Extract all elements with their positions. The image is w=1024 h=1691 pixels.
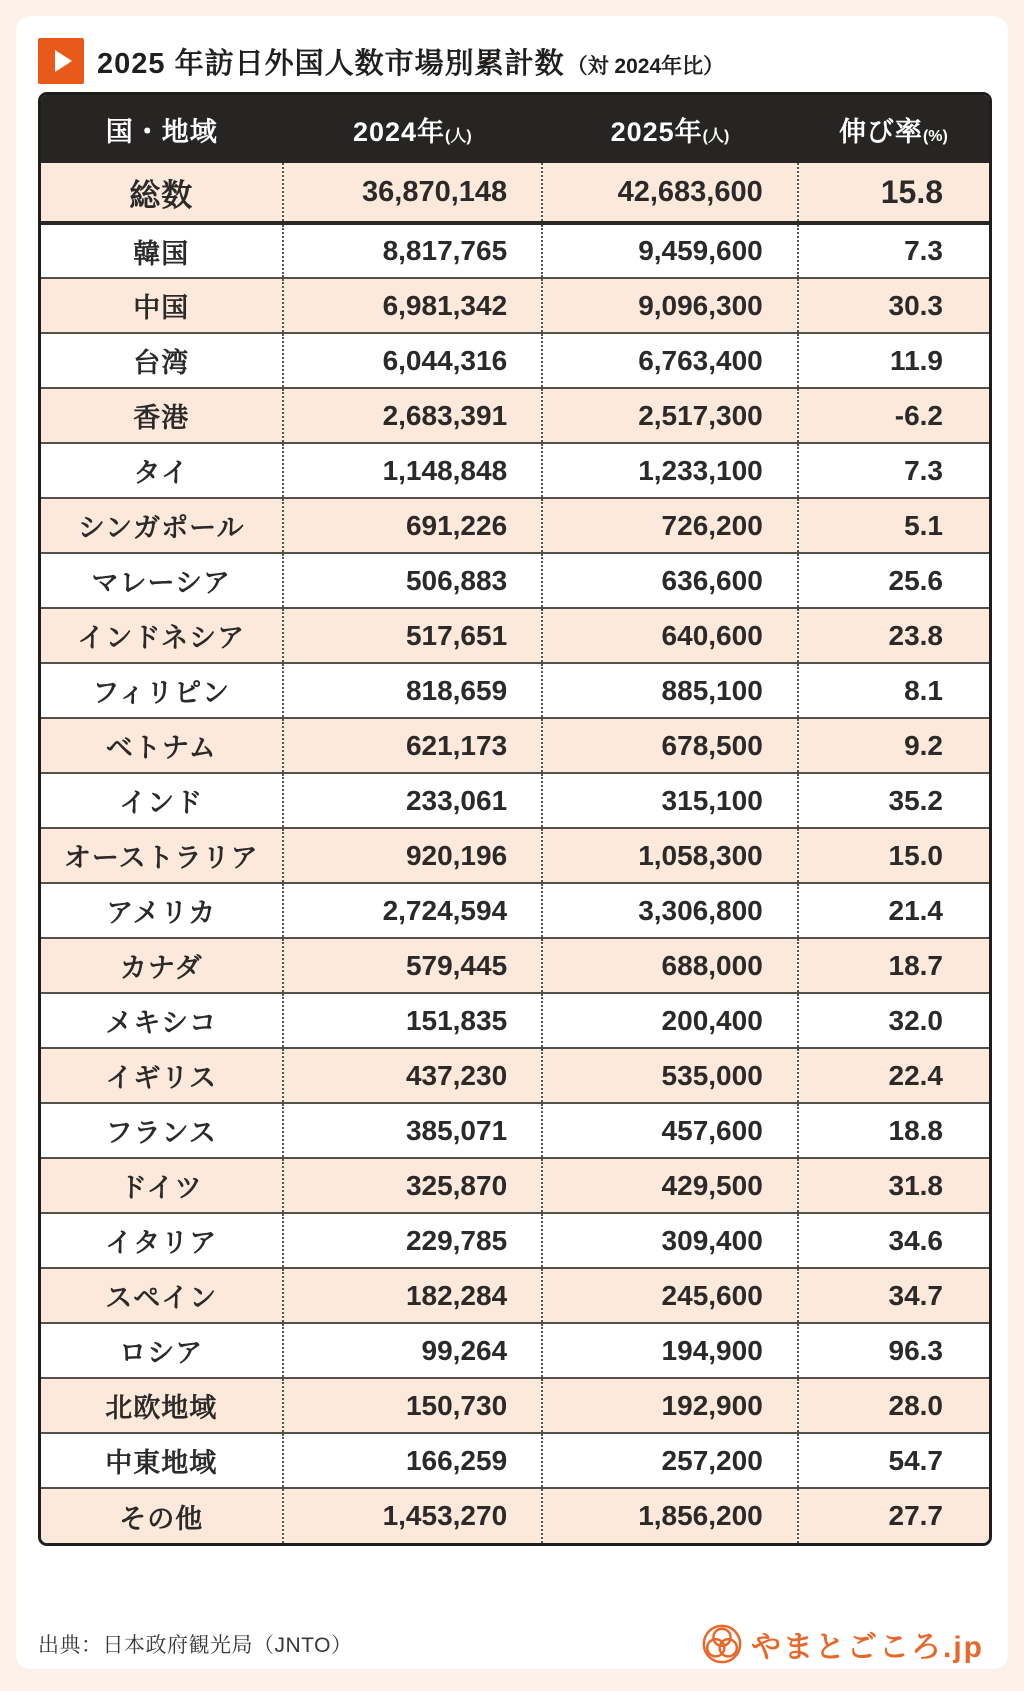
cell-growth: 8.1 — [798, 663, 989, 718]
cell-country: シンガポール — [41, 498, 283, 553]
cell-growth: 31.8 — [798, 1158, 989, 1213]
table-row — [41, 993, 989, 1048]
col-header-2025 — [542, 95, 798, 163]
cell-y2024: 182,284 — [283, 1268, 543, 1323]
col-header-2024-label: 2024年 — [352, 116, 446, 147]
cell-growth: 32.0 — [798, 993, 989, 1048]
cell-y2025: 3,306,800 — [542, 883, 798, 938]
table-row — [41, 388, 989, 443]
cell-country: アメリカ — [41, 883, 283, 938]
infographic-card — [16, 16, 1008, 1669]
table-row — [41, 443, 989, 498]
cell-growth: 11.9 — [798, 333, 989, 388]
page-title — [97, 41, 724, 82]
cell-y2025: 257,200 — [542, 1433, 798, 1488]
table-row — [41, 883, 989, 938]
brand-logo-text: やまとごころ.jp — [751, 1631, 984, 1664]
cell-y2024: 517,651 — [283, 608, 543, 663]
cell-y2024: 385,071 — [283, 1103, 543, 1158]
cell-country: ドイツ — [41, 1158, 283, 1213]
cell-country: ロシア — [41, 1323, 283, 1378]
cell-country: 北欧地域 — [41, 1378, 283, 1433]
cell-y2024: 818,659 — [283, 663, 543, 718]
cell-y2024: 325,870 — [283, 1158, 543, 1213]
col-header-country-label: 国・地域 — [105, 116, 218, 147]
table-row — [41, 1103, 989, 1158]
cell-y2024: 166,259 — [283, 1433, 543, 1488]
cell-y2025: 640,600 — [542, 608, 798, 663]
cell-y2025: 194,900 — [542, 1323, 798, 1378]
cell-y2025: 1,856,200 — [542, 1488, 798, 1543]
cell-y2024: 6,044,316 — [283, 333, 543, 388]
cell-y2024: 579,445 — [283, 938, 543, 993]
cell-country: その他 — [41, 1488, 283, 1543]
cell-y2024: 437,230 — [283, 1048, 543, 1103]
cell-country: イギリス — [41, 1048, 283, 1103]
cell-y2024: 2,724,594 — [283, 883, 543, 938]
table-row — [41, 1433, 989, 1488]
cell-y2025: 315,100 — [542, 773, 798, 828]
cell-y2025: 2,517,300 — [542, 388, 798, 443]
cell-y2024: 506,883 — [283, 553, 543, 608]
cell-growth: 34.7 — [798, 1268, 989, 1323]
col-header-2025-label: 2025年 — [610, 116, 703, 147]
cell-y2024: 150,730 — [283, 1378, 543, 1433]
table-row — [41, 333, 989, 388]
table-row — [41, 1268, 989, 1323]
cell-y2024: 691,226 — [283, 498, 543, 553]
table-row — [41, 938, 989, 993]
page-title-main: 2025 年訪日外国人数市場別累計数 — [97, 47, 565, 80]
cell-y2025: 636,600 — [542, 553, 798, 608]
col-header-growth — [798, 95, 989, 163]
cell-growth: -6.2 — [798, 388, 989, 443]
cell-country: マレーシア — [41, 553, 283, 608]
visitors-table-wrap — [38, 92, 992, 1546]
cell-y2025: 245,600 — [542, 1268, 798, 1323]
cell-growth: 18.7 — [798, 938, 989, 993]
cell-y2025: 309,400 — [542, 1213, 798, 1268]
cell-y2025: 457,600 — [542, 1103, 798, 1158]
cell-country: カナダ — [41, 938, 283, 993]
cell-country: 韓国 — [41, 223, 283, 278]
visitors-table — [41, 95, 989, 1543]
cell-country: スペイン — [41, 1268, 283, 1323]
cell-y2025: 429,500 — [542, 1158, 798, 1213]
cell-growth: 30.3 — [798, 278, 989, 333]
table-row — [41, 278, 989, 333]
cell-growth: 28.0 — [798, 1378, 989, 1433]
cell-country: インド — [41, 773, 283, 828]
cell-y2024: 2,683,391 — [283, 388, 543, 443]
cell-country: ベトナム — [41, 718, 283, 773]
cell-country: 中東地域 — [41, 1433, 283, 1488]
title-bar — [38, 37, 724, 85]
cell-country: 中国 — [41, 278, 283, 333]
cell-growth: 54.7 — [798, 1433, 989, 1488]
page-title-note: （対 2024年比） — [566, 54, 725, 78]
table-row — [41, 498, 989, 553]
total-row — [41, 163, 989, 223]
cell-y2025: 726,200 — [542, 498, 798, 553]
cell-y2025: 1,058,300 — [542, 828, 798, 883]
cell-growth: 15.0 — [798, 828, 989, 883]
cell-y2025: 535,000 — [542, 1048, 798, 1103]
col-header-growth-label: 伸び率 — [838, 116, 923, 147]
cell-y2024: 233,061 — [283, 773, 543, 828]
cell-y2025: 192,900 — [542, 1378, 798, 1433]
cell-y2025: 9,096,300 — [542, 278, 798, 333]
col-header-2024-unit: (人) — [445, 127, 472, 145]
cell-growth: 5.1 — [798, 498, 989, 553]
table-row — [41, 773, 989, 828]
cell-y2025: 42,683,600 — [542, 163, 798, 223]
cell-growth: 25.6 — [798, 553, 989, 608]
table-row — [41, 1323, 989, 1378]
cell-country: フィリピン — [41, 663, 283, 718]
col-header-country — [41, 95, 283, 163]
cell-growth: 35.2 — [798, 773, 989, 828]
table-row — [41, 1378, 989, 1433]
cell-country: タイ — [41, 443, 283, 498]
cell-country: オーストラリア — [41, 828, 283, 883]
cell-country: インドネシア — [41, 608, 283, 663]
cell-y2024: 8,817,765 — [283, 223, 543, 278]
cell-y2024: 36,870,148 — [283, 163, 543, 223]
cell-y2024: 920,196 — [283, 828, 543, 883]
footer — [38, 1618, 984, 1670]
cell-growth: 27.7 — [798, 1488, 989, 1543]
cell-y2025: 200,400 — [542, 993, 798, 1048]
cell-country: フランス — [41, 1103, 283, 1158]
play-icon — [38, 38, 84, 84]
cell-country: 香港 — [41, 388, 283, 443]
cell-growth: 18.8 — [798, 1103, 989, 1158]
table-row — [41, 663, 989, 718]
table-row — [41, 1048, 989, 1103]
cell-y2024: 1,453,270 — [283, 1488, 543, 1543]
cell-y2024: 99,264 — [283, 1323, 543, 1378]
cell-y2025: 6,763,400 — [542, 333, 798, 388]
table-row — [41, 553, 989, 608]
table-row — [41, 608, 989, 663]
brand-logo — [701, 1622, 984, 1666]
cell-country: 総数 — [41, 163, 283, 223]
cell-growth: 23.8 — [798, 608, 989, 663]
cell-y2025: 885,100 — [542, 663, 798, 718]
cell-growth: 22.4 — [798, 1048, 989, 1103]
table-header-row — [41, 95, 989, 163]
col-header-2024 — [283, 95, 543, 163]
cell-growth: 96.3 — [798, 1323, 989, 1378]
table-row — [41, 828, 989, 883]
cell-y2024: 1,148,848 — [283, 443, 543, 498]
table-row — [41, 1213, 989, 1268]
cell-y2025: 688,000 — [542, 938, 798, 993]
cell-y2025: 1,233,100 — [542, 443, 798, 498]
cell-y2024: 621,173 — [283, 718, 543, 773]
cell-growth: 9.2 — [798, 718, 989, 773]
cell-country: メキシコ — [41, 993, 283, 1048]
cell-country: イタリア — [41, 1213, 283, 1268]
cell-y2025: 678,500 — [542, 718, 798, 773]
cell-y2024: 151,835 — [283, 993, 543, 1048]
table-row — [41, 1488, 989, 1543]
col-header-2025-unit: (人) — [702, 127, 730, 145]
cell-growth: 7.3 — [798, 443, 989, 498]
yamatogokoro-logo-icon — [701, 1623, 743, 1665]
table-row — [41, 1158, 989, 1213]
col-header-growth-unit: (%) — [922, 127, 948, 145]
cell-growth: 7.3 — [798, 223, 989, 278]
table-row — [41, 223, 989, 278]
cell-y2024: 6,981,342 — [283, 278, 543, 333]
play-triangle-icon — [55, 50, 72, 72]
table-row — [41, 718, 989, 773]
cell-country: 台湾 — [41, 333, 283, 388]
cell-y2024: 229,785 — [283, 1213, 543, 1268]
cell-y2025: 9,459,600 — [542, 223, 798, 278]
cell-growth: 21.4 — [798, 883, 989, 938]
cell-growth: 34.6 — [798, 1213, 989, 1268]
cell-growth: 15.8 — [798, 163, 989, 223]
source-note: 出典：日本政府観光局（JNTO） — [38, 1634, 353, 1657]
